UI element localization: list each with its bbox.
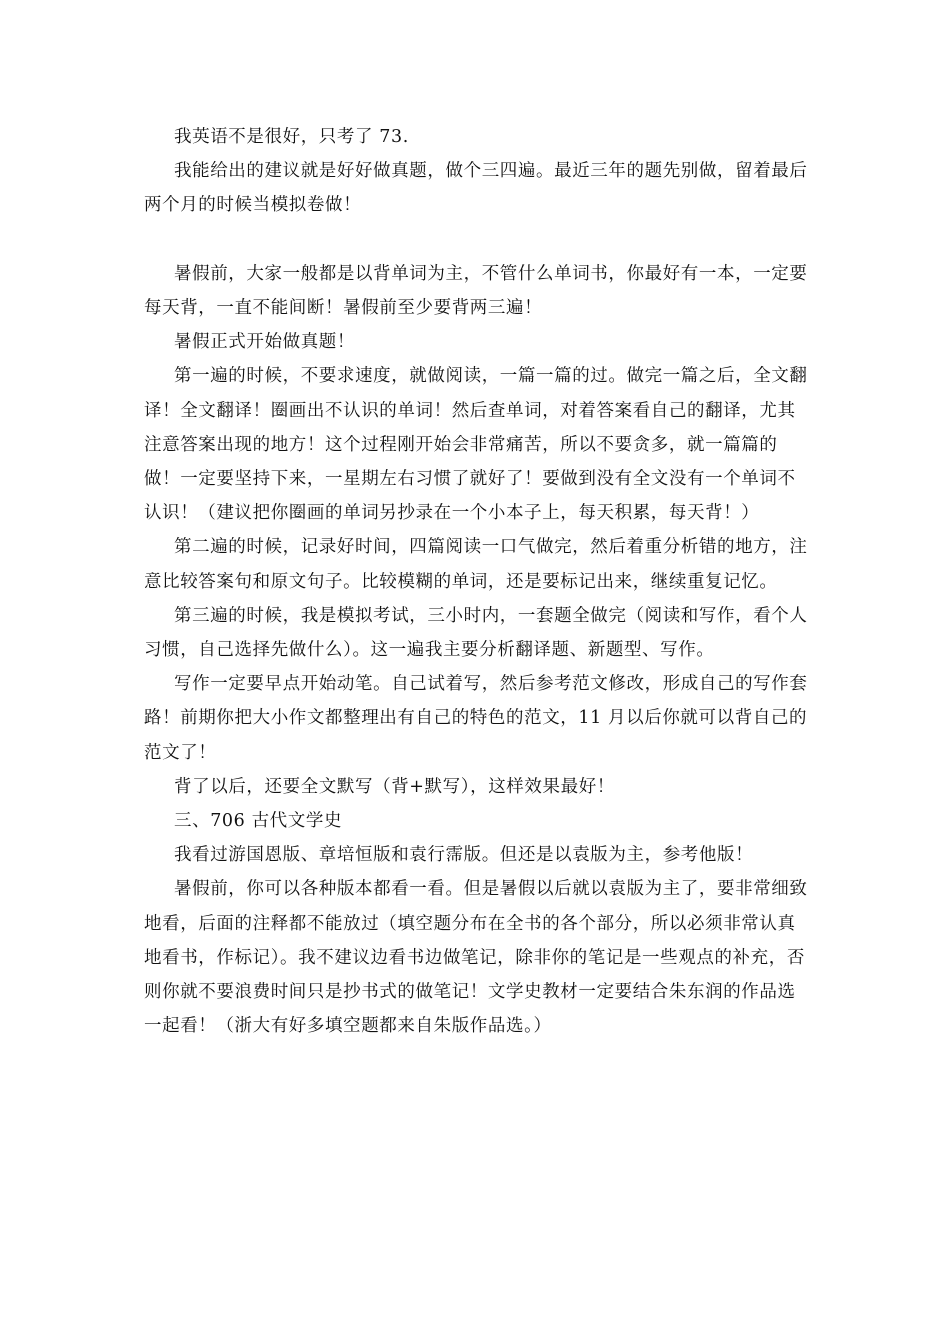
paragraph-summer-start: 暑假正式开始做真题！ <box>174 332 355 353</box>
paragraph-textbook-versions: 我看过游国恩版、章培恒版和袁行霈版。但还是以袁版为主，参考他版！ <box>174 845 754 866</box>
paragraph-first-pass: 第一遍的时候，不要求速度，就做阅读，一篇一篇的过。做完一篇之后，全文翻译！全文翻译！圈画出不认识的单词！然后查单词，对着答案看自己的翻译，尤其注意答案出现的地方！这个过程刚开始会非常痛苦，所以不要贪多，就一篇篇的做！一定要坚持下来，一星期左右习惯了就好了！要做到没有全文没有一个单词不认识！（建议把你圈画的单词另抄录在一个小本子上，每天积累，每天背！） <box>144 366 808 524</box>
paragraph-reading-method: 暑假前，你可以各种版本都看一看。但是暑假以后就以袁版为主了，要非常细致地看，后面的注释都不能放过（填空题分布在全书的各个部分，所以必须非常认真地看书，作标记）。我不建议边看书边做笔记，除非你的笔记是一些观点的补充，否则你就不要浪费时间只是抄书式的做笔记！文学史教材一定要结合朱东润的作品选一起看！（浙大有好多填空题都来自朱版作品选。） <box>144 879 808 1037</box>
section-heading-706: 三、706 古代文学史 <box>174 811 343 832</box>
paragraph-real-exam-advice: 我能给出的建议就是好好做真题，做个三四遍。最近三年的题先别做，留着最后两个月的时候当模拟卷做！ <box>144 161 808 216</box>
paragraph-memorize: 背了以后，还要全文默写（背+默写），这样效果最好！ <box>174 776 615 797</box>
paragraph-before-summer: 暑假前，大家一般都是以背单词为主，不管什么单词书，你最好有一本，一定要每天背，一直不能间断！暑假前至少要背两三遍！ <box>144 263 808 318</box>
paragraph-english-score: 我英语不是很好，只考了 73. <box>174 127 409 147</box>
paragraph-second-pass: 第二遍的时候，记录好时间，四篇阅读一口气做完，然后着重分析错的地方，注意比较答案句和原文句子。比较模糊的单词，还是要标记出来，继续重复记忆。 <box>144 537 808 592</box>
paragraph-writing: 写作一定要早点开始动笔。自己试着写，然后参考范文修改，形成自己的写作套路！前期你把大小作文都整理出有自己的特色的范文，11 月以后你就可以背自己的范文了！ <box>144 674 808 763</box>
document-body <box>144 120 812 1043</box>
blank-line <box>144 223 812 257</box>
paragraph-third-pass: 第三遍的时候，我是模拟考试，三小时内，一套题全做完（阅读和写作，看个人习惯，自己选择先做什么）。这一遍我主要分析翻译题、新题型、写作。 <box>144 605 808 661</box>
